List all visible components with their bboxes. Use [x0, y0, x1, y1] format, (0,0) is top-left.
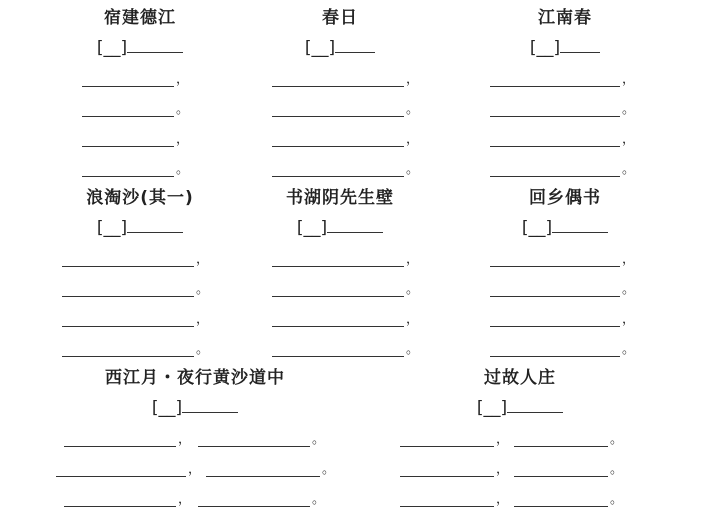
period-mark: 。: [622, 162, 636, 177]
verse-blank[interactable]: [514, 476, 608, 477]
verse-blank[interactable]: [206, 476, 320, 477]
verse-line: [82, 161, 192, 181]
verse-line: [490, 71, 640, 91]
poem-title: 过故人庄: [484, 368, 556, 388]
verse-line: [400, 461, 630, 481]
dynasty-bracket: [__]: [521, 218, 553, 238]
comma-mark: ，: [496, 492, 510, 507]
period-mark: 。: [176, 162, 190, 177]
verse-line: [490, 251, 640, 271]
period-mark: 。: [196, 282, 210, 297]
period-mark: 。: [622, 102, 636, 117]
author-blank[interactable]: [127, 38, 183, 53]
author-blank[interactable]: [560, 38, 600, 53]
period-mark: 。: [610, 462, 624, 477]
period-mark: 。: [610, 492, 624, 507]
period-mark: 。: [406, 282, 420, 297]
poem-title: 西江月・夜行黄沙道中: [105, 368, 285, 388]
comma-mark: ，: [178, 492, 192, 507]
dynasty-bracket: [__]: [476, 398, 508, 418]
author-blank[interactable]: [182, 398, 238, 413]
verse-blank[interactable]: [490, 116, 620, 117]
author-line: [390, 398, 650, 418]
author-blank[interactable]: [335, 38, 375, 53]
dynasty-bracket: [__]: [96, 38, 128, 58]
verse-blank[interactable]: [62, 326, 194, 327]
verse-line: [400, 431, 630, 451]
dynasty-bracket: [__]: [529, 38, 561, 58]
verse-line: [272, 281, 422, 301]
verse-line: [272, 341, 422, 361]
verse-blank[interactable]: [272, 146, 404, 147]
verse-line: [272, 251, 422, 271]
verse-line: [272, 101, 422, 121]
verse-line: [62, 311, 212, 331]
verse-blank[interactable]: [82, 146, 174, 147]
verse-blank[interactable]: [490, 296, 620, 297]
period-mark: 。: [312, 492, 326, 507]
verse-blank[interactable]: [490, 146, 620, 147]
comma-mark: ，: [196, 312, 210, 327]
verse-blank[interactable]: [490, 326, 620, 327]
verse-line: [272, 311, 422, 331]
poem-title: 书湖阴先生壁: [286, 188, 394, 208]
verse-blank[interactable]: [62, 356, 194, 357]
verse-blank[interactable]: [490, 266, 620, 267]
verse-line: [62, 281, 212, 301]
author-blank[interactable]: [507, 398, 563, 413]
dynasty-bracket: [__]: [96, 218, 128, 238]
verse-line: [490, 161, 640, 181]
period-mark: 。: [406, 162, 420, 177]
verse-blank[interactable]: [198, 506, 310, 507]
comma-mark: ，: [622, 72, 636, 87]
verse-blank[interactable]: [514, 446, 608, 447]
verse-blank[interactable]: [198, 446, 310, 447]
period-mark: 。: [622, 342, 636, 357]
verse-line: [82, 131, 192, 151]
verse-blank[interactable]: [400, 506, 494, 507]
verse-line: [82, 101, 192, 121]
comma-mark: ，: [496, 432, 510, 447]
verse-line: [56, 461, 338, 481]
verse-blank[interactable]: [490, 176, 620, 177]
verse-line: [400, 491, 630, 511]
verse-blank[interactable]: [400, 446, 494, 447]
verse-blank[interactable]: [490, 356, 620, 357]
comma-mark: ，: [176, 132, 190, 147]
verse-line: [82, 71, 192, 91]
comma-mark: ，: [496, 462, 510, 477]
verse-blank[interactable]: [490, 86, 620, 87]
verse-blank[interactable]: [62, 266, 194, 267]
dynasty-bracket: [__]: [151, 398, 183, 418]
verse-line: [490, 311, 640, 331]
poem-title: 春日: [322, 8, 358, 28]
period-mark: 。: [622, 282, 636, 297]
verse-line: [272, 131, 422, 151]
verse-line: [62, 251, 212, 271]
verse-line: [490, 101, 640, 121]
poem-title: 浪淘沙(其一): [86, 188, 194, 208]
author-line: [460, 218, 670, 238]
comma-mark: ，: [178, 432, 192, 447]
verse-line: [490, 341, 640, 361]
comma-mark: ，: [622, 252, 636, 267]
verse-blank[interactable]: [82, 176, 174, 177]
period-mark: 。: [610, 432, 624, 447]
verse-line: [62, 341, 212, 361]
verse-line: [272, 161, 422, 181]
author-blank[interactable]: [127, 218, 183, 233]
comma-mark: ，: [406, 132, 420, 147]
verse-blank[interactable]: [56, 476, 186, 477]
period-mark: 。: [322, 462, 336, 477]
comma-mark: ，: [406, 72, 420, 87]
verse-line: [64, 491, 334, 511]
verse-blank[interactable]: [272, 176, 404, 177]
poem-title: 江南春: [538, 8, 592, 28]
period-mark: 。: [176, 102, 190, 117]
verse-blank[interactable]: [62, 296, 194, 297]
verse-blank[interactable]: [272, 116, 404, 117]
author-line: [50, 398, 340, 418]
period-mark: 。: [406, 102, 420, 117]
author-blank[interactable]: [327, 218, 383, 233]
verse-line: [64, 431, 334, 451]
comma-mark: ，: [622, 132, 636, 147]
verse-blank[interactable]: [64, 506, 176, 507]
verse-blank[interactable]: [82, 86, 174, 87]
verse-blank[interactable]: [272, 296, 404, 297]
comma-mark: ，: [176, 72, 190, 87]
verse-line: [490, 281, 640, 301]
poem-title: 宿建德江: [104, 8, 176, 28]
dynasty-bracket: [__]: [304, 38, 336, 58]
verse-blank[interactable]: [82, 116, 174, 117]
verse-blank[interactable]: [64, 446, 176, 447]
verse-blank[interactable]: [272, 266, 404, 267]
poem-title: 回乡偶书: [529, 188, 601, 208]
author-line: [40, 38, 240, 58]
verse-blank[interactable]: [272, 356, 404, 357]
verse-blank[interactable]: [272, 86, 404, 87]
comma-mark: ，: [622, 312, 636, 327]
comma-mark: ，: [188, 462, 202, 477]
verse-blank[interactable]: [400, 476, 494, 477]
author-line: [240, 218, 440, 238]
author-blank[interactable]: [552, 218, 608, 233]
author-line: [240, 38, 440, 58]
comma-mark: ，: [406, 252, 420, 267]
period-mark: 。: [196, 342, 210, 357]
verse-line: [272, 71, 422, 91]
verse-blank[interactable]: [272, 326, 404, 327]
verse-line: [490, 131, 640, 151]
author-line: [460, 38, 670, 58]
period-mark: 。: [406, 342, 420, 357]
period-mark: 。: [312, 432, 326, 447]
comma-mark: ，: [196, 252, 210, 267]
verse-blank[interactable]: [514, 506, 608, 507]
author-line: [40, 218, 240, 238]
dynasty-bracket: [__]: [296, 218, 328, 238]
comma-mark: ，: [406, 312, 420, 327]
